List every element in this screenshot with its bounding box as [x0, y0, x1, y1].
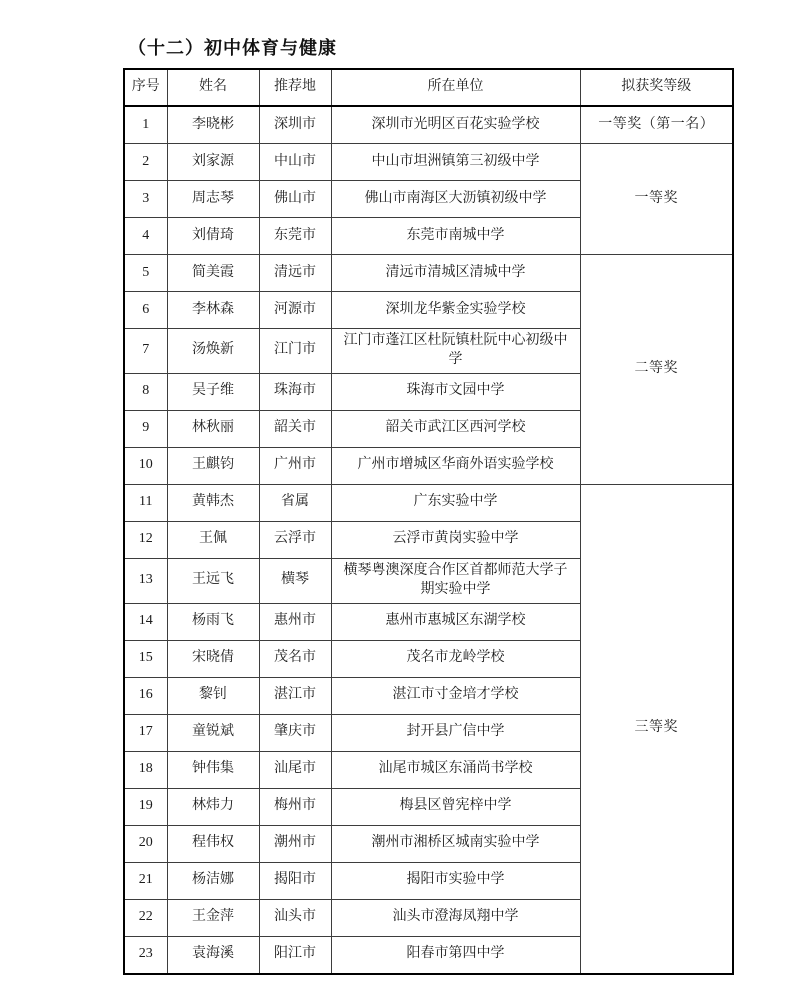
award-cell: 一等奖（第一名） — [580, 106, 733, 144]
place-cell: 茂名市 — [259, 640, 331, 677]
name-cell: 林炜力 — [167, 788, 259, 825]
row-number-cell: 23 — [124, 936, 167, 974]
table-row — [124, 106, 733, 144]
row-number-cell: 9 — [124, 410, 167, 447]
place-cell: 云浮市 — [259, 521, 331, 558]
row-number-cell: 11 — [124, 484, 167, 521]
place-cell: 湛江市 — [259, 677, 331, 714]
place-cell: 江门市 — [259, 329, 331, 374]
place-cell: 肇庆市 — [259, 714, 331, 751]
award-cell: 一等奖 — [580, 144, 733, 255]
place-cell: 韶关市 — [259, 410, 331, 447]
place-cell: 汕尾市 — [259, 751, 331, 788]
row-number-cell: 20 — [124, 825, 167, 862]
row-number-cell: 10 — [124, 447, 167, 484]
school-cell: 汕头市澄海凤翔中学 — [331, 899, 580, 936]
table-row — [124, 484, 733, 521]
row-number-cell: 1 — [124, 106, 167, 144]
school-cell: 广东实验中学 — [331, 484, 580, 521]
row-number-cell: 3 — [124, 181, 167, 218]
name-cell: 王佩 — [167, 521, 259, 558]
table-row — [124, 255, 733, 292]
name-cell: 黎钊 — [167, 677, 259, 714]
column-header-1: 姓名 — [167, 69, 259, 106]
place-cell: 清远市 — [259, 255, 331, 292]
school-cell: 封开县广信中学 — [331, 714, 580, 751]
section-title: （十二）初中体育与健康 — [128, 38, 337, 58]
school-cell: 深圳市光明区百花实验学校 — [331, 106, 580, 144]
school-cell: 梅县区曾宪梓中学 — [331, 788, 580, 825]
row-number-cell: 7 — [124, 329, 167, 374]
award-table — [123, 68, 734, 975]
table-row — [124, 144, 733, 181]
row-number-cell: 4 — [124, 218, 167, 255]
school-cell: 横琴粤澳深度合作区首都师范大学子期实验中学 — [331, 558, 580, 603]
name-cell: 王远飞 — [167, 558, 259, 603]
header-row — [124, 69, 733, 106]
row-number-cell: 14 — [124, 603, 167, 640]
school-cell: 潮州市湘桥区城南实验中学 — [331, 825, 580, 862]
column-header-2: 推荐地 — [259, 69, 331, 106]
place-cell: 珠海市 — [259, 373, 331, 410]
place-cell: 横琴 — [259, 558, 331, 603]
name-cell: 袁海溪 — [167, 936, 259, 974]
school-cell: 揭阳市实验中学 — [331, 862, 580, 899]
row-number-cell: 22 — [124, 899, 167, 936]
name-cell: 钟伟集 — [167, 751, 259, 788]
award-cell: 三等奖 — [580, 484, 733, 973]
row-number-cell: 15 — [124, 640, 167, 677]
row-number-cell: 2 — [124, 144, 167, 181]
place-cell: 汕头市 — [259, 899, 331, 936]
name-cell: 王麒钧 — [167, 447, 259, 484]
school-cell: 韶关市武江区西河学校 — [331, 410, 580, 447]
name-cell: 刘倩琦 — [167, 218, 259, 255]
place-cell: 梅州市 — [259, 788, 331, 825]
place-cell: 惠州市 — [259, 603, 331, 640]
name-cell: 简美霞 — [167, 255, 259, 292]
name-cell: 周志琴 — [167, 181, 259, 218]
column-header-0: 序号 — [124, 69, 167, 106]
name-cell: 汤焕新 — [167, 329, 259, 374]
row-number-cell: 21 — [124, 862, 167, 899]
name-cell: 李晓彬 — [167, 106, 259, 144]
school-cell: 汕尾市城区东涌尚书学校 — [331, 751, 580, 788]
row-number-cell: 17 — [124, 714, 167, 751]
row-number-cell: 18 — [124, 751, 167, 788]
school-cell: 广州市增城区华商外语实验学校 — [331, 447, 580, 484]
school-cell: 清远市清城区清城中学 — [331, 255, 580, 292]
row-number-cell: 6 — [124, 292, 167, 329]
name-cell: 吴子维 — [167, 373, 259, 410]
name-cell: 宋晓倩 — [167, 640, 259, 677]
school-cell: 茂名市龙岭学校 — [331, 640, 580, 677]
name-cell: 杨洁娜 — [167, 862, 259, 899]
table-body — [124, 106, 733, 974]
place-cell: 深圳市 — [259, 106, 331, 144]
place-cell: 潮州市 — [259, 825, 331, 862]
school-cell: 惠州市惠城区东湖学校 — [331, 603, 580, 640]
row-number-cell: 8 — [124, 373, 167, 410]
place-cell: 东莞市 — [259, 218, 331, 255]
place-cell: 揭阳市 — [259, 862, 331, 899]
place-cell: 中山市 — [259, 144, 331, 181]
name-cell: 王金萍 — [167, 899, 259, 936]
name-cell: 林秋丽 — [167, 410, 259, 447]
row-number-cell: 19 — [124, 788, 167, 825]
place-cell: 广州市 — [259, 447, 331, 484]
school-cell: 珠海市文园中学 — [331, 373, 580, 410]
name-cell: 李林森 — [167, 292, 259, 329]
school-cell: 云浮市黄岗实验中学 — [331, 521, 580, 558]
row-number-cell: 5 — [124, 255, 167, 292]
school-cell: 中山市坦洲镇第三初级中学 — [331, 144, 580, 181]
name-cell: 杨雨飞 — [167, 603, 259, 640]
school-cell: 东莞市南城中学 — [331, 218, 580, 255]
name-cell: 黄韩杰 — [167, 484, 259, 521]
school-cell: 湛江市寸金培才学校 — [331, 677, 580, 714]
name-cell: 刘家源 — [167, 144, 259, 181]
school-cell: 佛山市南海区大沥镇初级中学 — [331, 181, 580, 218]
place-cell: 省属 — [259, 484, 331, 521]
row-number-cell: 12 — [124, 521, 167, 558]
award-cell: 二等奖 — [580, 255, 733, 485]
column-header-4: 拟获奖等级 — [580, 69, 733, 106]
name-cell: 童锐斌 — [167, 714, 259, 751]
school-cell: 深圳龙华紫金实验学校 — [331, 292, 580, 329]
place-cell: 佛山市 — [259, 181, 331, 218]
school-cell: 阳春市第四中学 — [331, 936, 580, 974]
school-cell: 江门市蓬江区杜阮镇杜阮中心初级中学 — [331, 329, 580, 374]
column-header-3: 所在单位 — [331, 69, 580, 106]
name-cell: 程伟权 — [167, 825, 259, 862]
place-cell: 阳江市 — [259, 936, 331, 974]
row-number-cell: 13 — [124, 558, 167, 603]
place-cell: 河源市 — [259, 292, 331, 329]
row-number-cell: 16 — [124, 677, 167, 714]
